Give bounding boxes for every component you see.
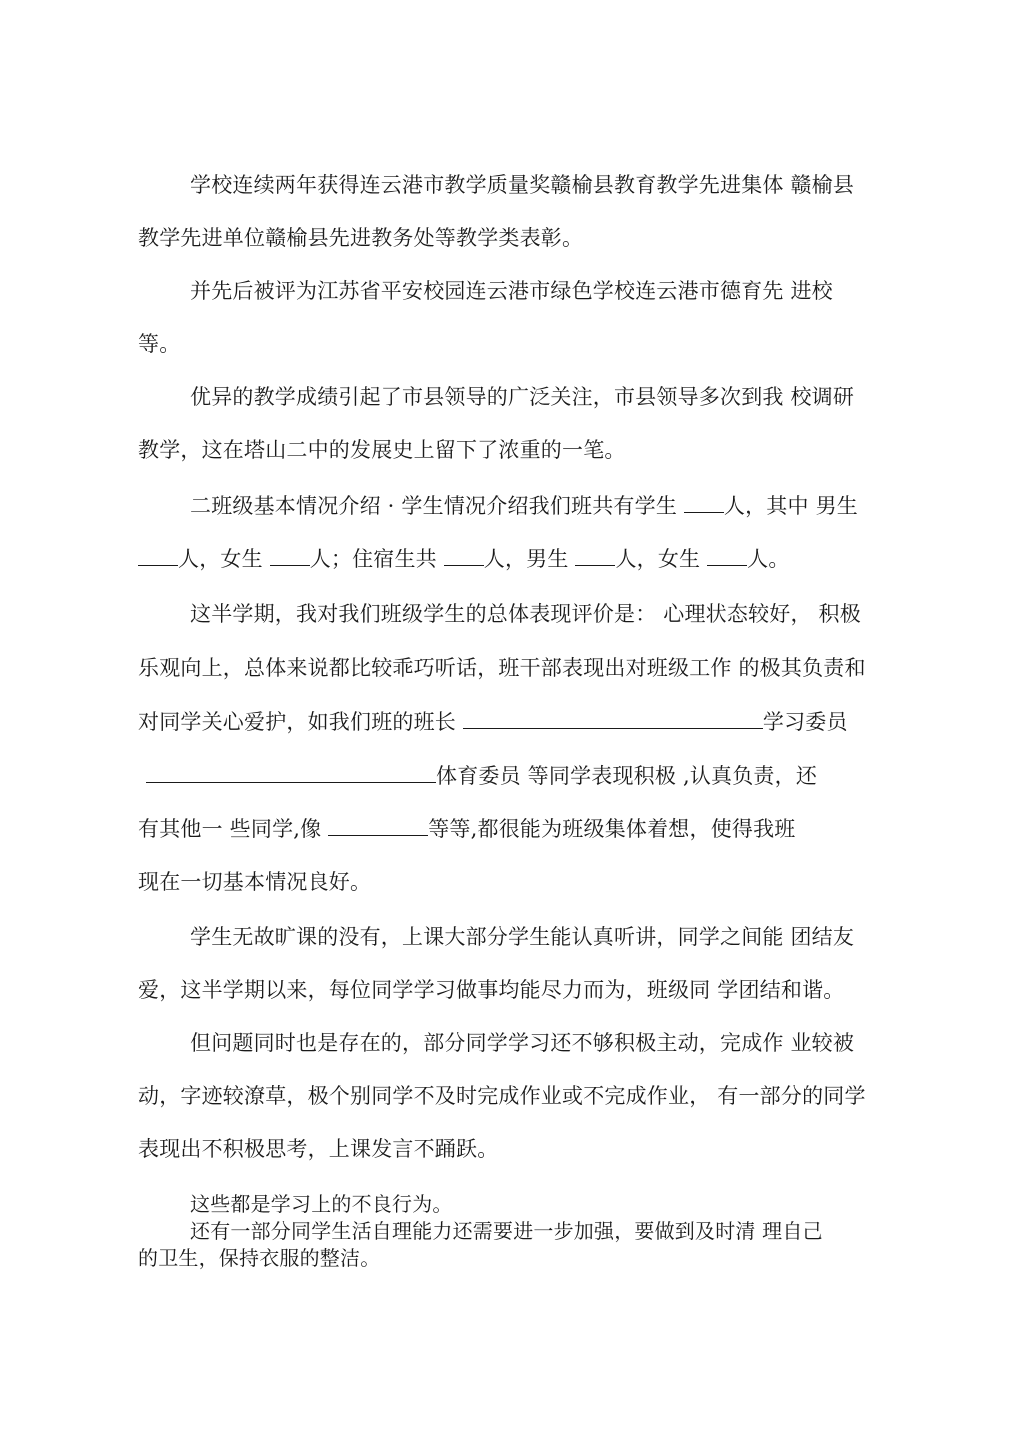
paragraph-1-line-2: 教学先进单位赣榆县先进教务处等教学类表彰。 <box>138 226 584 250</box>
study-rep-label: 学习委员 <box>762 710 848 734</box>
paragraph-7-line-1: 但问题同时也是存在的，部分同学学习还不够积极主动，完成作 业较被 <box>190 1031 855 1055</box>
others-label: 有其他一 些同学,像 <box>138 817 329 841</box>
paragraph-2-line-2: 等。 <box>138 332 181 356</box>
sports-rep-text: 体育委员 等同学表现积极 ,认真负责，还 <box>436 764 818 788</box>
monitor-blank <box>463 710 763 729</box>
paragraph-4-line-1 <box>190 493 858 519</box>
others-text: 等等,都很能为班级集体着想，使得我班 <box>428 817 796 841</box>
paragraph-5-line-1: 这半学期，我对我们班级学生的总体表现评价是： 心理状态较好， 积极 <box>190 602 861 626</box>
paragraph-5-line-5 <box>138 816 796 842</box>
paragraph-5-line-2: 乐观向上，总体来说都比较乖巧听话，班干部表现出对班级工作 的极其负责和 <box>138 656 866 680</box>
paragraph-5-line-3 <box>138 709 848 735</box>
paragraph-3-line-1: 优异的教学成绩引起了市县领导的广泛关注，市县领导多次到我 校调研 <box>190 385 855 409</box>
boarders-count-blank <box>444 547 484 566</box>
paragraph-6-line-2: 爱，这半学期以来，每位同学学习做事均能尽力而为，班级同 学团结和谐。 <box>138 978 845 1002</box>
boys-count-blank <box>138 547 178 566</box>
paragraph-5-line-6: 现在一切基本情况良好。 <box>138 870 372 894</box>
boarder-girls-label: 人，女生 <box>615 547 708 571</box>
paragraph-5-line-4 <box>146 763 817 789</box>
others-blank <box>328 817 428 836</box>
paragraph-7-line-2: 动，字迹较潦草，极个别同学不及时完成作业或不完成作业， 有一部分的同学 <box>138 1084 866 1108</box>
paragraph-3-line-2: 教学，这在塔山二中的发展史上留下了浓重的一笔。 <box>138 438 626 462</box>
boarder-girls-unit: 人。 <box>747 547 790 571</box>
boarder-boys-label: 人，男生 <box>483 547 576 571</box>
girls-label: 人，女生 <box>178 547 270 571</box>
boarders-label: 人；住宿生共 <box>309 547 444 571</box>
paragraph-8-line-1: 这些都是学习上的不良行为。 <box>190 1192 453 1216</box>
class-intro-text: 二班级基本情况介绍 · 学生情况介绍我们班共有学生 <box>190 494 684 518</box>
paragraph-9-line-2: 的卫生，保持衣服的整洁。 <box>138 1246 381 1270</box>
girls-count-blank <box>270 547 310 566</box>
boarder-girls-blank <box>707 547 747 566</box>
paragraph-4-line-2 <box>138 546 790 572</box>
paragraph-1-line-1: 学校连续两年获得连云港市教学质量奖赣榆县教育教学先进集体 赣榆县 <box>190 173 855 197</box>
paragraph-9-line-1: 还有一部分同学生活自理能力还需要进一步加强，要做到及时清 理自己 <box>190 1219 823 1243</box>
paragraph-2-line-1: 并先后被评为江苏省平安校园连云港市绿色学校连云港市德育先 进校 <box>190 279 833 303</box>
paragraph-7-line-3: 表现出不积极思考，上课发言不踊跃。 <box>138 1137 499 1161</box>
study-rep-blank <box>146 764 436 783</box>
boys-label: 人，其中 男生 <box>723 494 858 518</box>
monitor-label: 对同学关心爱护，如我们班的班长 <box>138 710 463 734</box>
boarder-boys-blank <box>575 547 615 566</box>
total-students-blank <box>684 494 724 513</box>
paragraph-6-line-1: 学生无故旷课的没有，上课大部分学生能认真听讲，同学之间能 团结友 <box>190 925 855 949</box>
